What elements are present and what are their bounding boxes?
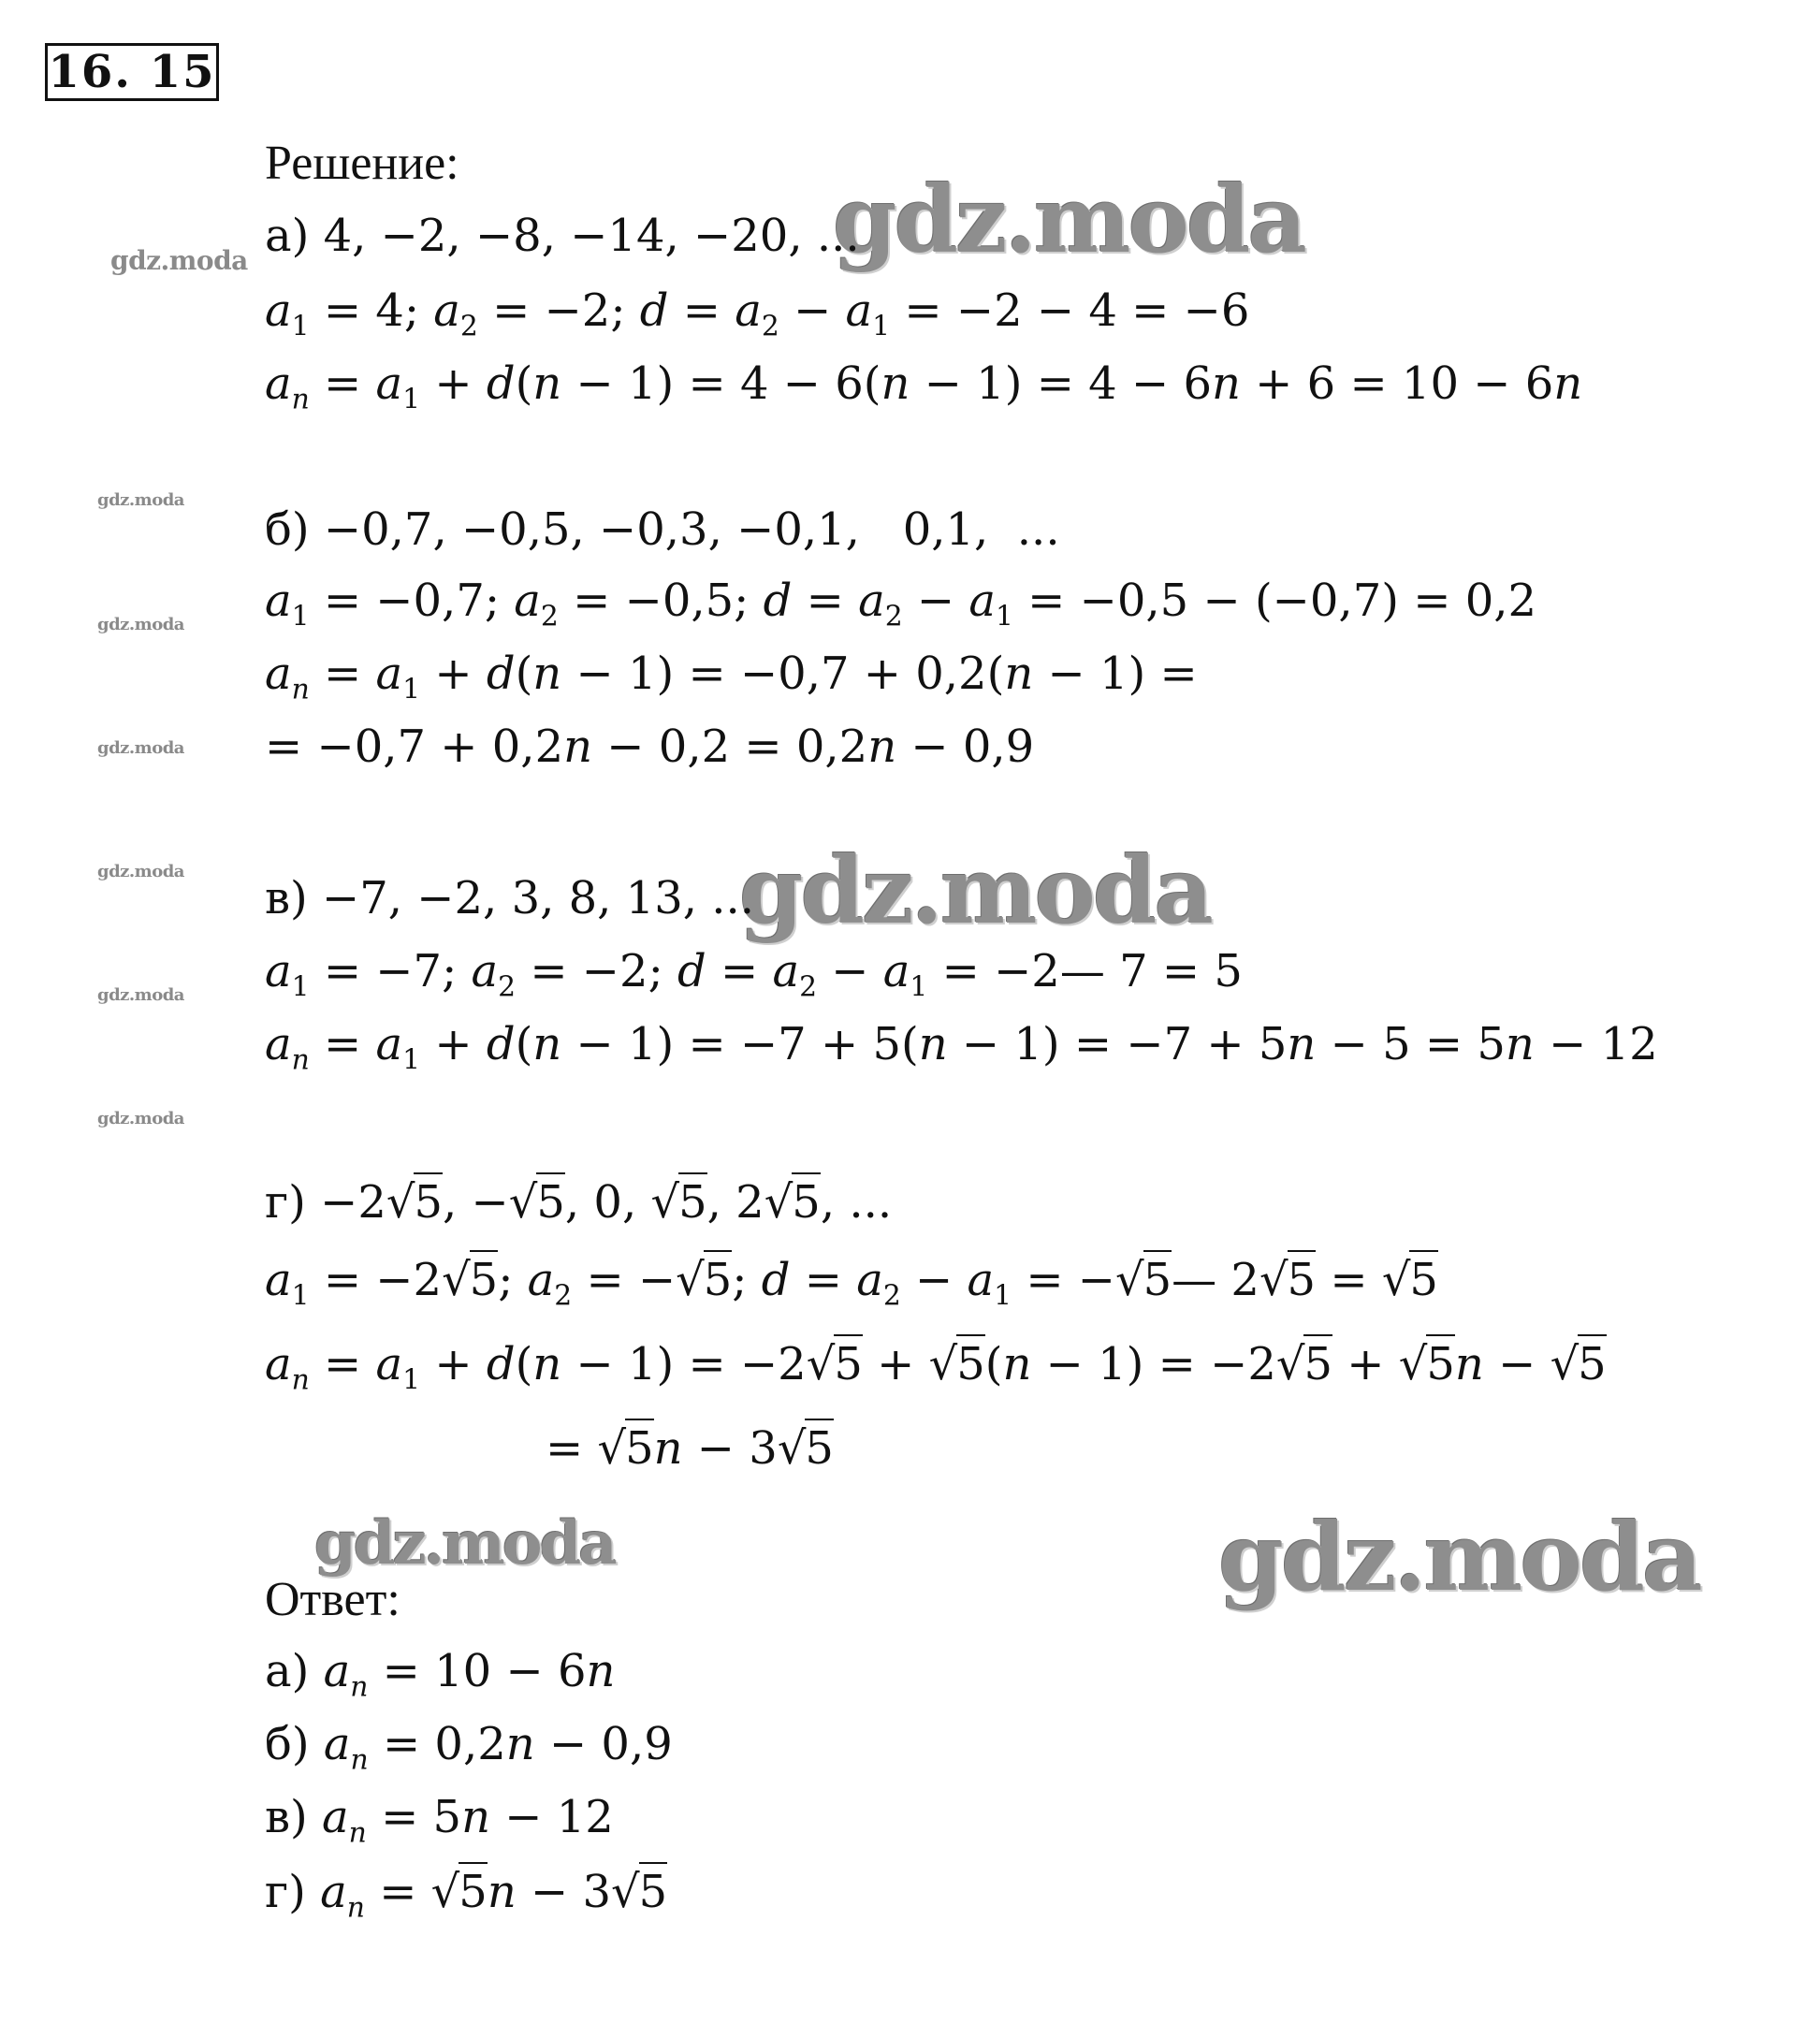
- part-label: б): [265, 1718, 310, 1770]
- watermark-small: gdz.moda: [97, 985, 184, 1005]
- a1-value: −0,7: [375, 575, 485, 627]
- formula-part: − 0,2 = 0,2: [606, 720, 868, 773]
- answer-g: г) $a_n = √5n - 3√5$: [265, 1864, 667, 1920]
- part-label: а): [265, 210, 310, 262]
- part-a-formula: $a_n = a_1 + d(n - 1) = 4 - 6(n - 1) = 4 - 6n + 6 = 10 - 6n$: [265, 357, 1583, 416]
- watermark-small: gdz.moda: [110, 245, 248, 276]
- watermark-small: gdz.moda: [97, 738, 184, 758]
- d-calculation: −0,5 − (−0,7) = 0,2: [1079, 575, 1537, 627]
- a2-value: −2: [581, 945, 648, 997]
- formula-part: 4 − 6(: [739, 357, 881, 410]
- a1-value: −7: [375, 945, 443, 997]
- solution-heading: Решение:: [265, 137, 459, 190]
- sequence-text: −0,7, −0,5, −0,3, −0,1, 0,1, ...: [323, 503, 1060, 556]
- part-label: в): [265, 872, 308, 924]
- answer-value: 5: [432, 1791, 462, 1843]
- part-b-difference: $a_1 = -0,7$; $a_2 = -0,5$; $d = a_2 - a_1 = -0,5 - (-0,7) = 0,2$: [265, 575, 1537, 633]
- part-label: г): [265, 1866, 306, 1918]
- part-g-sequence: г) −2√5, −√5, 0, √5, 2√5, ...: [265, 1174, 892, 1230]
- watermark-small: gdz.moda: [97, 862, 184, 881]
- d-calculation: −2 − 4 = −6: [955, 284, 1250, 337]
- part-v-formula: $a_n = a_1 + d(n - 1) = -7 + 5(n - 1) = -7 + 5n - 5 = 5n - 12$: [265, 1018, 1658, 1077]
- part-a-sequence: [265, 208, 860, 264]
- part-b-formula: $a_n = a_1 + d(n - 1) = -0,7 + 0,2(n - 1)$ =: [265, 648, 1198, 706]
- formula-part: − 1) = 4 − 6: [924, 357, 1212, 410]
- part-g-formula-continued: = √5n − 3√5: [546, 1420, 834, 1477]
- problem-number-box: 16. 15: [45, 43, 219, 101]
- answer-value: 0,2: [434, 1718, 506, 1770]
- answer-value: − 12: [504, 1791, 614, 1843]
- watermark-large: gdz.moda: [314, 1508, 615, 1579]
- watermark-large: gdz.moda: [1218, 1502, 1700, 1612]
- formula-part: − 1) =: [1047, 648, 1198, 700]
- part-g-formula: $a_n = a_1 + d(n - 1) = -2√5 + √5(n - 1) = -2√5 + √5n - √5$: [265, 1336, 1607, 1392]
- part-g-difference: $a_1 = -2√5$; $a_2 = -√5$; $d = a_2 - a_1$ = −√5— 2√5 = √5: [265, 1252, 1438, 1308]
- formula-part: + 6 = 10 − 6: [1255, 357, 1554, 410]
- watermark-small: gdz.moda: [97, 1109, 184, 1128]
- part-label: а): [265, 1645, 310, 1697]
- answer-heading: Ответ:: [265, 1573, 400, 1626]
- part-b-sequence: [265, 502, 1060, 558]
- formula-part: = −0,7 + 0,2: [265, 720, 564, 773]
- watermark-small: gdz.moda: [97, 490, 184, 510]
- formula-part: − 1) = −7 + 5: [961, 1018, 1288, 1070]
- answer-value: 10 − 6: [434, 1645, 587, 1697]
- part-v-difference: $a_1 = -7$; $a_2 = -2$; $d = a_2 - a_1$ = −2— 7 = 5: [265, 945, 1243, 1004]
- a1-value: 4: [375, 284, 404, 337]
- formula-part: −0,7 + 0,2(: [739, 648, 1005, 700]
- part-b-formula-continued: = −0,7 + 0,2n − 0,2 = 0,2n − 0,9: [265, 720, 1035, 773]
- a2-value: −2: [544, 284, 611, 337]
- answer-v: в) $a_n = 5n - 12$: [265, 1791, 614, 1850]
- answer-a: а) $a_n = 10 - 6n$: [265, 1645, 616, 1704]
- watermark-large: gdz.moda: [739, 837, 1211, 945]
- sequence-text: 4, −2, −8, −14, −20, ...: [323, 210, 860, 262]
- answer-b: б) $a_n = 0,2n - 0,9$: [265, 1718, 673, 1777]
- watermark-small: gdz.moda: [97, 615, 184, 634]
- part-label: г): [265, 1176, 306, 1229]
- formula-part: − 5 = 5: [1330, 1018, 1506, 1070]
- sequence-text: −7, −2, 3, 8, 13, ...: [322, 872, 755, 924]
- formula-part: −7 + 5(: [739, 1018, 919, 1070]
- part-label: в): [265, 1791, 308, 1843]
- formula-part: − 12: [1549, 1018, 1658, 1070]
- part-v-sequence: [265, 870, 754, 926]
- answer-value: − 0,9: [548, 1718, 673, 1770]
- d-calculation: −2— 7 = 5: [994, 945, 1243, 997]
- part-label: б): [265, 503, 310, 556]
- watermark-large: gdz.moda: [833, 167, 1304, 274]
- formula-part: − 0,9: [910, 720, 1035, 773]
- part-a-difference: $a_1 = 4$; $a_2 = -2$; $d = a_2 - a_1 = -2 - 4 = -6$: [265, 284, 1250, 343]
- a2-value: −0,5: [624, 575, 735, 627]
